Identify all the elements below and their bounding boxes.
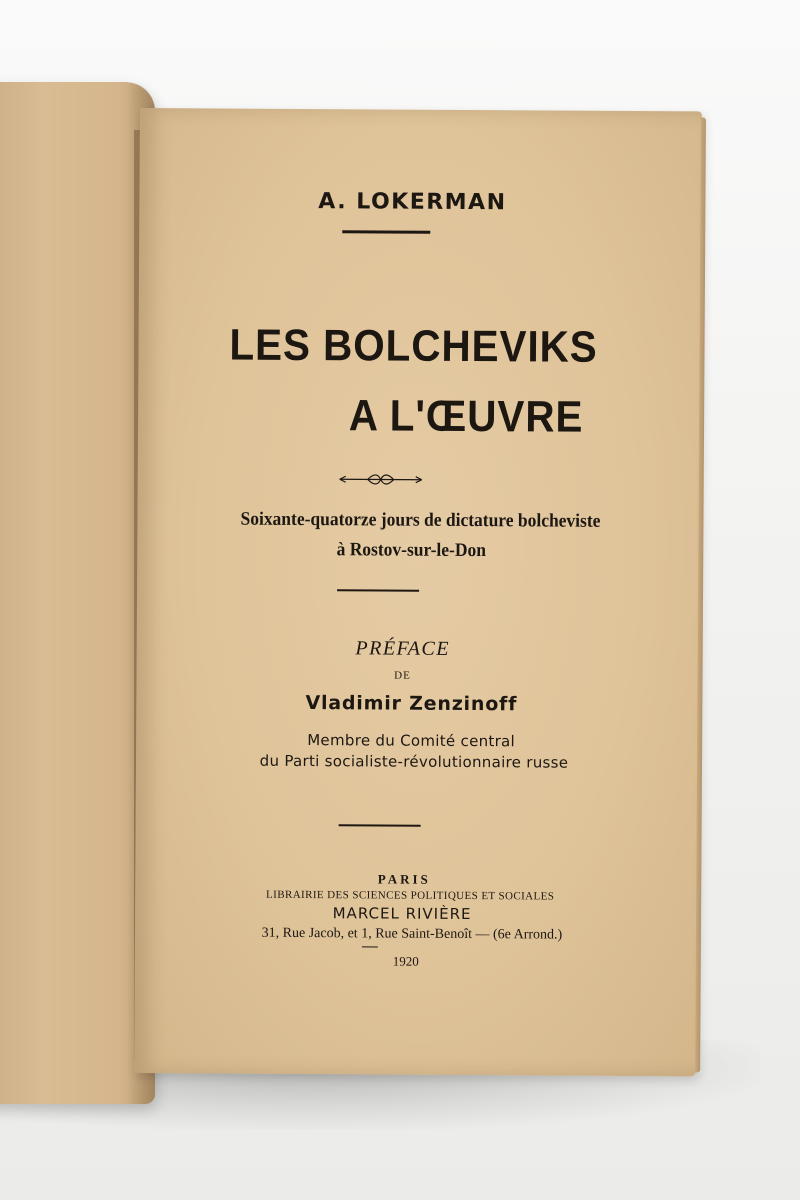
- left-facing-page: [0, 82, 155, 1104]
- subtitle-line-1: Soixante-quatorze jours de dictature bolcheviste: [240, 508, 601, 532]
- subtitle-line-2: à Rostov-sur-le-Don: [336, 539, 487, 562]
- page-edge: [695, 117, 706, 1072]
- publisher-line-1: LIBRAIRIE DES SCIENCES POLITIQUES ET SOCIALES: [266, 888, 555, 903]
- title-page: [134, 108, 702, 1076]
- divider-rule-middle: [337, 589, 419, 592]
- divider-rule-lower: [339, 824, 421, 827]
- preface-de: DE: [394, 669, 411, 682]
- prefacer-role-line-1: Membre du Comité central: [307, 731, 516, 751]
- author-name: A. LOKERMAN: [318, 189, 507, 216]
- prefacer-name: Vladimir Zenzinoff: [305, 692, 518, 716]
- publisher-address: 31, Rue Jacob, et 1, Rue Saint-Benoît — (6e Arrond.): [261, 925, 563, 943]
- author-underline: [342, 230, 430, 234]
- preface-label: PRÉFACE: [355, 637, 451, 660]
- book-title-line-1: LES BOLCHEVIKS: [229, 320, 598, 372]
- year-mark: [362, 946, 378, 947]
- book-title-line-2: A L'ŒUVRE: [348, 391, 584, 442]
- prefacer-role-line-2: du Parti socialiste-révolutionnaire russe: [259, 751, 569, 772]
- publication-year: 1920: [392, 953, 419, 969]
- publisher-name: MARCEL RIVIÈRE: [332, 904, 472, 924]
- ornament-divider: [338, 471, 424, 488]
- publication-city: PARIS: [377, 871, 431, 887]
